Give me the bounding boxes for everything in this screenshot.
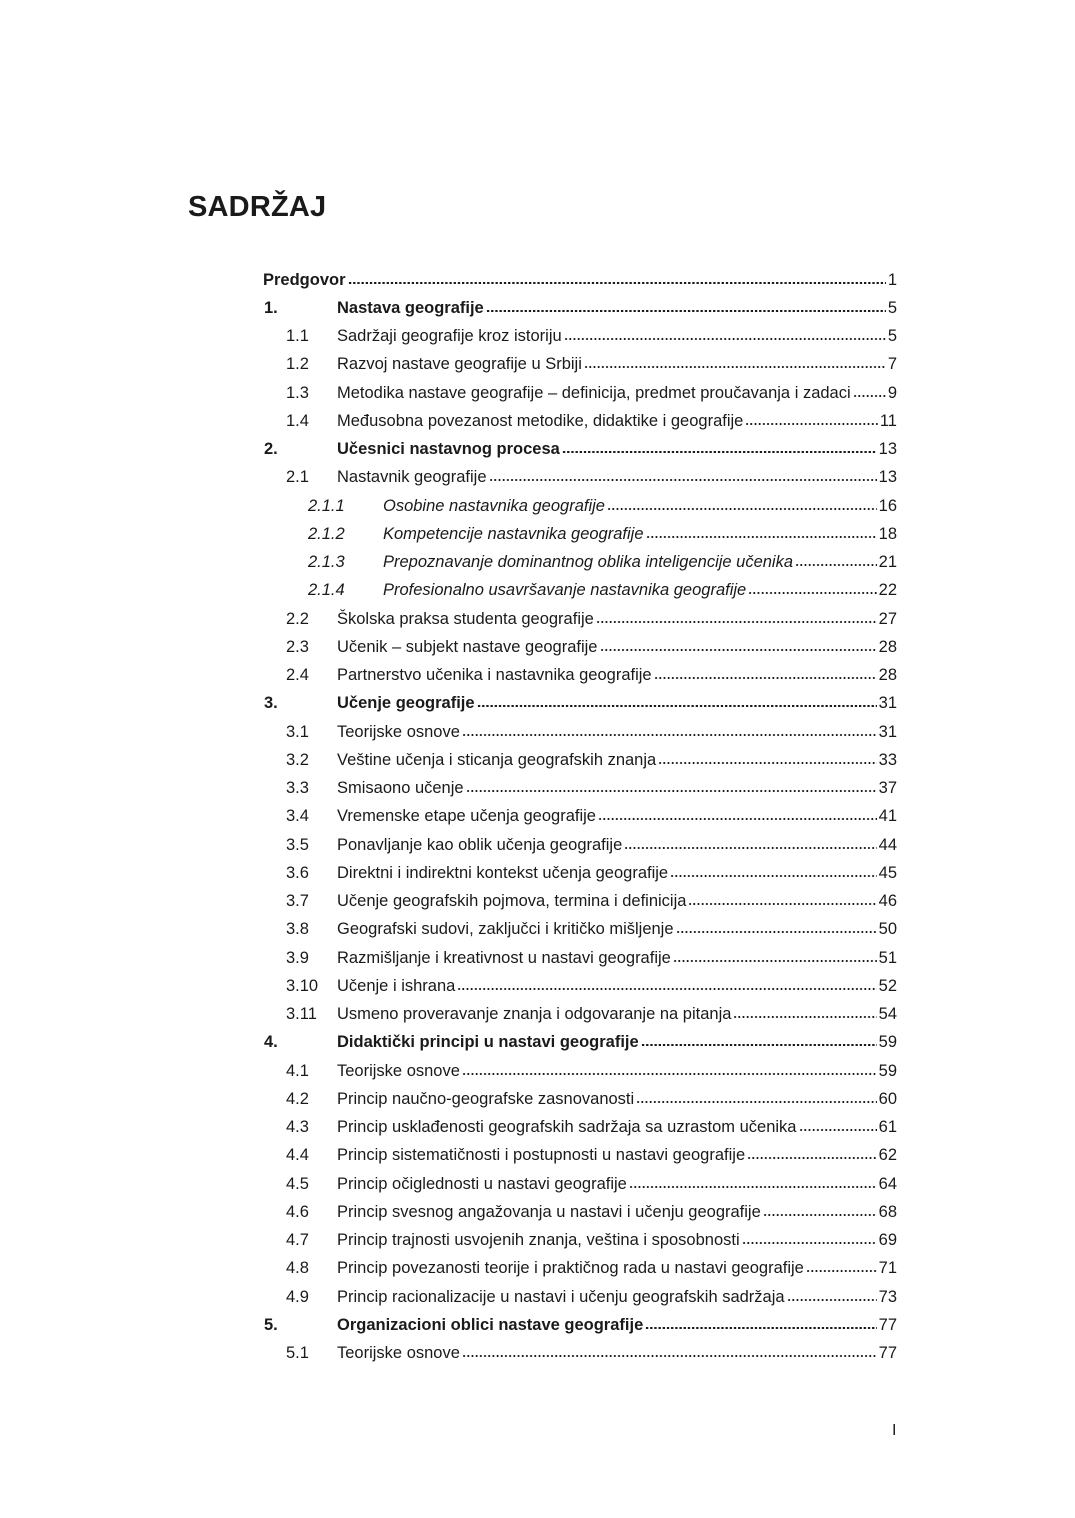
toc-entry[interactable]: [263, 577, 897, 605]
toc-entry-page: 27: [878, 609, 897, 628]
dot-leader: [636, 1101, 876, 1103]
toc-entry-title: Profesionalno usavršavanje nastavnika geografije: [383, 581, 747, 600]
toc-entry-number: 2.4: [286, 666, 309, 685]
toc-entry[interactable]: [263, 1001, 897, 1029]
toc-entry-page: 9: [887, 383, 897, 402]
toc-entry-page: 7: [887, 355, 897, 374]
toc-entry-page: 77: [878, 1344, 897, 1363]
toc-entry-number: 2.1.1: [308, 496, 345, 515]
toc-entry-title: Nastava geografije: [337, 298, 484, 317]
dot-leader: [462, 734, 877, 736]
toc-entry-page: 21: [878, 553, 897, 572]
toc-entry-page: 64: [878, 1174, 897, 1193]
toc-entry-title: Međusobna povezanost metodike, didaktike i geografije: [337, 411, 744, 430]
toc-entry[interactable]: [263, 605, 897, 633]
dot-leader: [607, 508, 877, 510]
dot-leader: [584, 366, 886, 368]
toc-entry-page: 31: [878, 694, 897, 713]
toc-entry-title: Učenje geografije: [337, 694, 475, 713]
toc-entry-page: 52: [878, 976, 897, 995]
toc-entry-line: [337, 807, 897, 826]
toc-entry-title: Princip racionalizacije u nastavi i učenju geografskih sadržaja: [337, 1287, 785, 1306]
toc-entry-number: 2.1: [286, 468, 309, 487]
toc-entry-line: [337, 1118, 897, 1137]
toc-entry[interactable]: [263, 633, 897, 661]
toc-entry-title: Učenje geografskih pojmova, termina i definicija: [337, 892, 687, 911]
toc-entry-title: Veštine učenja i sticanja geografskih znanja: [337, 750, 657, 769]
toc-entry-title: Učenik – subjekt nastave geografije: [337, 637, 598, 656]
toc-entry-number: 3.1: [286, 722, 309, 741]
toc-entry-title: Sadržaji geografije kroz istoriju: [337, 327, 562, 346]
toc-entry-title: Princip naučno-geografske zasnovanosti: [337, 1089, 635, 1108]
toc-entry-line: [337, 920, 897, 939]
toc-entry-number: 4.8: [286, 1259, 309, 1278]
toc-entry-line: [383, 553, 897, 572]
toc-entry[interactable]: [263, 520, 897, 548]
toc-entry[interactable]: [263, 1255, 897, 1283]
toc-entry-page: 77: [878, 1315, 897, 1334]
toc-entry-number: 5.: [264, 1315, 278, 1334]
toc-entry-number: 2.1.3: [308, 553, 345, 572]
toc-entry-title: Razmišljanje i kreativnost u nastavi geografije: [337, 948, 671, 967]
toc-entry-line: [383, 525, 897, 544]
toc-entry-title: Prepoznavanje dominantnog oblika inteligencije učenika: [383, 553, 794, 572]
toc-entry-line: [337, 1090, 897, 1109]
toc-entry[interactable]: [263, 775, 897, 803]
toc-entry-page: 28: [878, 637, 897, 656]
page-title: SADRŽAJ: [188, 191, 327, 224]
dot-leader: [646, 536, 877, 538]
toc-entry[interactable]: [263, 1198, 897, 1226]
toc-entry-page: 5: [887, 327, 897, 346]
toc-entry-line: [337, 779, 897, 798]
dot-leader: [733, 1016, 876, 1018]
toc-entry-line: [263, 271, 897, 290]
toc-entry-line: [337, 836, 897, 855]
toc-entry[interactable]: [263, 1227, 897, 1255]
dot-leader: [748, 592, 876, 594]
toc-entry-title: Princip povezanosti teorije i praktičnog rada u nastavi geografije: [337, 1259, 804, 1278]
toc-entry[interactable]: [263, 351, 897, 379]
toc-entry-number: 1.3: [286, 383, 309, 402]
toc-entry[interactable]: [263, 690, 897, 718]
toc-entry-title: Učesnici nastavnog procesa: [337, 440, 560, 459]
page-number: I: [892, 1422, 897, 1439]
toc-entry-title: Školska praksa studenta geografije: [337, 609, 594, 628]
toc-entry-number: 3.8: [286, 920, 309, 939]
toc-entry-line: [337, 1062, 897, 1081]
toc-entry-line: [337, 412, 897, 431]
toc-entry-line: [337, 1316, 897, 1335]
toc-entry-line: [337, 1344, 897, 1363]
dot-leader: [799, 1129, 877, 1131]
toc-entry[interactable]: [263, 746, 897, 774]
toc-entry-page: 22: [878, 581, 897, 600]
dot-leader: [629, 1186, 877, 1188]
toc-entry-line: [337, 892, 897, 911]
toc-entry-title: Princip sistematičnosti i postupnosti u nastavi geografije: [337, 1146, 746, 1165]
toc-entry-title: Didaktički principi u nastavi geografije: [337, 1033, 639, 1052]
toc-entry[interactable]: [263, 803, 897, 831]
toc-entry-number: 3.11: [286, 1005, 317, 1024]
toc-entry-line: [383, 581, 897, 600]
dot-leader: [676, 931, 877, 933]
toc-entry-title: Nastavnik geografije: [337, 468, 487, 487]
toc-entry[interactable]: [263, 1029, 897, 1057]
toc-entry[interactable]: [263, 1142, 897, 1170]
toc-entry-title: Partnerstvo učenika i nastavnika geografije: [337, 666, 652, 685]
dot-leader: [486, 310, 886, 312]
dot-leader: [562, 451, 877, 453]
toc-entry[interactable]: [263, 294, 897, 322]
dot-leader: [477, 705, 877, 707]
toc-entry-title: Princip svesnog angažovanja u nastavi i učenju geografije: [337, 1202, 761, 1221]
dot-leader: [598, 818, 877, 820]
toc-entry-page: 59: [878, 1061, 897, 1080]
toc-entry-line: [337, 355, 897, 374]
toc-entry-line: [337, 384, 897, 403]
toc-entry-number: 1.: [264, 298, 278, 317]
toc-entry-line: [337, 666, 897, 685]
toc-entry-title: Teorijske osnove: [337, 1061, 460, 1080]
toc-entry-title: Princip usklađenosti geografskih sadržaja sa uzrastom učenika: [337, 1118, 797, 1137]
toc-entry-number: 4.1: [286, 1061, 309, 1080]
toc-entry[interactable]: [263, 972, 897, 1000]
toc-entry-number: 3.4: [286, 807, 309, 826]
table-of-contents: [263, 266, 897, 1368]
toc-entry-title: Učenje i ishrana: [337, 976, 456, 995]
toc-entry[interactable]: [263, 1057, 897, 1085]
toc-entry-number: 3.5: [286, 835, 309, 854]
dot-leader: [466, 790, 877, 792]
dot-leader: [806, 1270, 877, 1272]
toc-entry-line: [337, 949, 897, 968]
toc-entry-number: 4.9: [286, 1287, 309, 1306]
toc-entry[interactable]: [263, 1114, 897, 1142]
toc-entry-page: 60: [878, 1089, 897, 1108]
toc-entry-title: Geografski sudovi, zaključci i kritičko mišljenje: [337, 920, 674, 939]
dot-leader: [742, 1242, 877, 1244]
toc-entry[interactable]: [263, 1283, 897, 1311]
toc-entry-title: Usmeno proveravanje znanja i odgovaranje na pitanja: [337, 1005, 732, 1024]
dot-leader: [596, 621, 877, 623]
toc-entry-page: 5: [887, 298, 897, 317]
dot-leader: [688, 903, 876, 905]
toc-entry-title: Direktni i indirektni kontekst učenja geografije: [337, 863, 669, 882]
toc-entry-line: [337, 299, 897, 318]
dot-leader: [795, 564, 877, 566]
dot-leader: [462, 1073, 877, 1075]
toc-entry-number: 2.: [264, 440, 278, 459]
toc-entry-number: 1.4: [286, 411, 309, 430]
toc-entry[interactable]: [263, 492, 897, 520]
toc-entry-line: [337, 751, 897, 770]
toc-entry-title: Metodika nastave geografije – definicija, predmet proučavanja i zadaci: [337, 383, 851, 402]
toc-entry[interactable]: [263, 266, 897, 294]
toc-entry-page: 46: [878, 892, 897, 911]
dot-leader: [645, 1327, 876, 1329]
toc-entry-title: Osobine nastavnika geografije: [383, 496, 605, 515]
toc-entry-number: 3.3: [286, 779, 309, 798]
toc-entry-page: 54: [878, 1005, 897, 1024]
toc-entry[interactable]: [263, 464, 897, 492]
toc-entry-page: 41: [878, 807, 897, 826]
toc-entry-number: 2.1.4: [308, 581, 345, 600]
toc-entry-line: [383, 497, 897, 516]
toc-entry-number: 3.: [264, 694, 278, 713]
toc-entry-title: Teorijske osnove: [337, 1344, 460, 1363]
toc-entry-line: [337, 440, 897, 459]
toc-entry-number: 3.10: [286, 976, 319, 995]
toc-entry-page: 45: [878, 863, 897, 882]
toc-entry-line: [337, 1203, 897, 1222]
toc-entry-number: 3.2: [286, 750, 309, 769]
toc-entry-title: Predgovor: [263, 270, 346, 289]
toc-entry-page: 13: [878, 468, 897, 487]
toc-entry[interactable]: [263, 407, 897, 435]
dot-leader: [624, 847, 876, 849]
toc-entry-number: 4.4: [286, 1146, 309, 1165]
dot-leader: [600, 649, 877, 651]
dot-leader: [670, 875, 877, 877]
toc-entry-line: [337, 864, 897, 883]
toc-entry-number: 1.2: [286, 355, 309, 374]
toc-entry-number: 5.1: [286, 1344, 309, 1363]
toc-entry[interactable]: [263, 859, 897, 887]
toc-entry-number: 4.5: [286, 1174, 309, 1193]
toc-entry-number: 2.1.2: [308, 524, 345, 543]
toc-entry-title: Ponavljanje kao oblik učenja geografije: [337, 835, 623, 854]
toc-entry-title: Kompetencije nastavnika geografije: [383, 524, 644, 543]
toc-entry-page: 1: [887, 270, 897, 289]
dot-leader: [763, 1214, 877, 1216]
toc-entry-page: 31: [878, 722, 897, 741]
toc-entry-title: Organizacioni oblici nastave geografije: [337, 1315, 644, 1334]
dot-leader: [658, 762, 876, 764]
dot-leader: [348, 282, 886, 284]
toc-entry-page: 59: [878, 1033, 897, 1052]
toc-entry-number: 4.6: [286, 1202, 309, 1221]
dot-leader: [745, 423, 878, 425]
toc-entry-page: 28: [878, 666, 897, 685]
toc-entry-page: 62: [878, 1146, 897, 1165]
toc-entry[interactable]: [263, 1311, 897, 1339]
toc-entry[interactable]: [263, 323, 897, 351]
toc-entry-number: 3.9: [286, 948, 309, 967]
toc-entry[interactable]: [263, 1170, 897, 1198]
toc-entry[interactable]: [263, 916, 897, 944]
toc-entry-page: 16: [878, 496, 897, 515]
toc-entry-page: 44: [878, 835, 897, 854]
toc-entry-page: 69: [878, 1231, 897, 1250]
toc-entry-page: 71: [878, 1259, 897, 1278]
toc-entry-page: 51: [878, 948, 897, 967]
toc-entry-title: Razvoj nastave geografije u Srbiji: [337, 355, 582, 374]
toc-entry-line: [337, 1146, 897, 1165]
toc-entry[interactable]: [263, 718, 897, 746]
toc-entry[interactable]: [263, 831, 897, 859]
toc-entry-number: 3.7: [286, 892, 309, 911]
toc-entry-line: [337, 1005, 897, 1024]
toc-entry-line: [337, 1175, 897, 1194]
toc-entry-line: [337, 1231, 897, 1250]
toc-entry-title: Vremenske etape učenja geografije: [337, 807, 596, 826]
toc-entry-line: [337, 723, 897, 742]
dot-leader: [673, 960, 877, 962]
toc-entry[interactable]: [263, 1085, 897, 1113]
toc-entry[interactable]: [263, 888, 897, 916]
toc-entry-line: [337, 327, 897, 346]
toc-entry[interactable]: [263, 549, 897, 577]
toc-entry[interactable]: [263, 436, 897, 464]
dot-leader: [641, 1044, 877, 1046]
toc-entry-number: 2.2: [286, 609, 309, 628]
toc-entry-line: [337, 977, 897, 996]
toc-entry-page: 61: [878, 1118, 897, 1137]
toc-entry-page: 18: [878, 524, 897, 543]
toc-entry-number: 2.3: [286, 637, 309, 656]
dot-leader: [462, 1355, 877, 1357]
toc-entry-page: 37: [878, 779, 897, 798]
toc-entry-number: 4.2: [286, 1089, 309, 1108]
dot-leader: [654, 677, 877, 679]
toc-entry-page: 73: [878, 1287, 897, 1306]
toc-entry-line: [337, 638, 897, 657]
toc-entry-number: 4.: [264, 1033, 278, 1052]
toc-entry-title: Princip očiglednosti u nastavi geografije: [337, 1174, 627, 1193]
toc-entry-line: [337, 1288, 897, 1307]
toc-entry-title: Princip trajnosti usvojenih znanja, veština i sposobnosti: [337, 1231, 740, 1250]
toc-entry[interactable]: [263, 1340, 897, 1368]
toc-entry[interactable]: [263, 662, 897, 690]
toc-entry-line: [337, 694, 897, 713]
dot-leader: [457, 988, 876, 990]
toc-entry-line: [337, 610, 897, 629]
toc-entry[interactable]: [263, 944, 897, 972]
toc-entry-page: 13: [878, 440, 897, 459]
toc-entry-number: 4.7: [286, 1231, 309, 1250]
toc-entry-page: 11: [879, 411, 897, 430]
dot-leader: [564, 338, 886, 340]
dot-leader: [489, 479, 877, 481]
toc-entry-title: Smisaono učenje: [337, 779, 464, 798]
toc-entry-page: 50: [878, 920, 897, 939]
toc-entry-line: [337, 468, 897, 487]
toc-entry-title: Teorijske osnove: [337, 722, 460, 741]
toc-entry[interactable]: [263, 379, 897, 407]
dot-leader: [747, 1157, 877, 1159]
toc-entry-page: 33: [878, 750, 897, 769]
toc-entry-line: [337, 1033, 897, 1052]
dot-leader: [853, 395, 886, 397]
toc-entry-number: 1.1: [286, 327, 309, 346]
toc-entry-page: 68: [878, 1202, 897, 1221]
toc-entry-number: 4.3: [286, 1118, 309, 1137]
toc-entry-line: [337, 1259, 897, 1278]
toc-entry-number: 3.6: [286, 863, 309, 882]
dot-leader: [787, 1299, 877, 1301]
